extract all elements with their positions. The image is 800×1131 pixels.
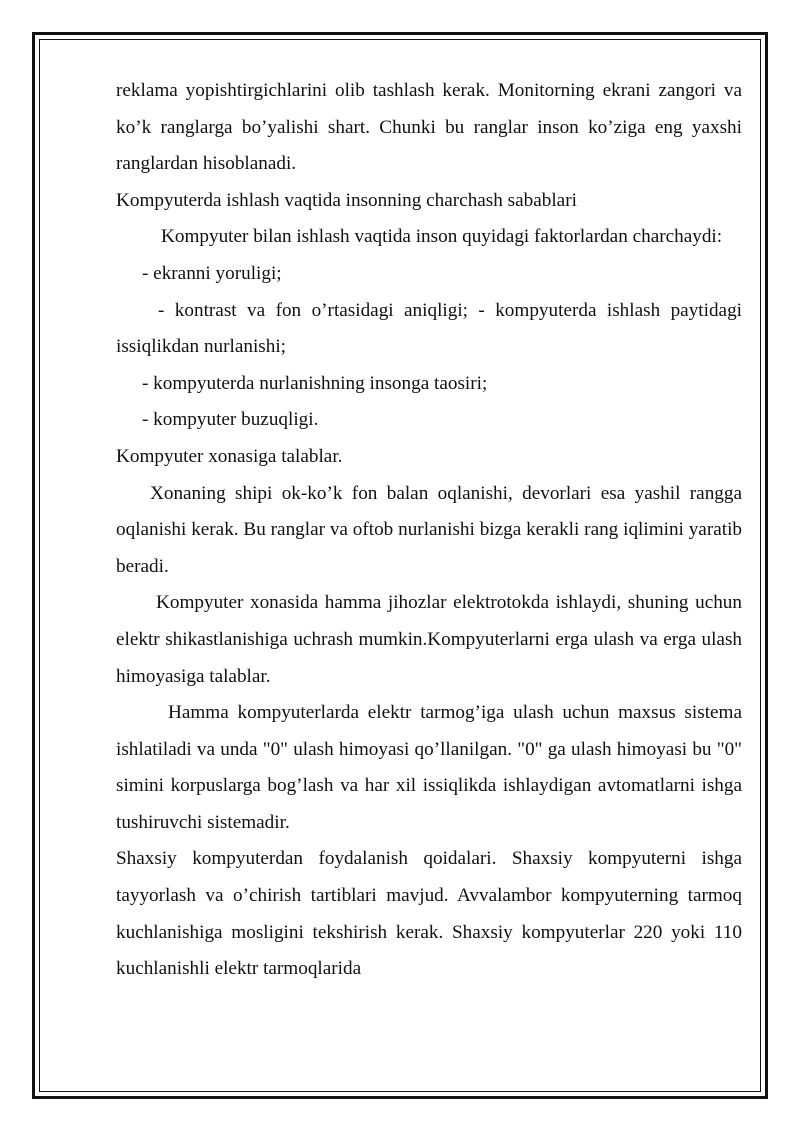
paragraph-room-colors: Xonaning shipi ok-ko’k fon balan oqlanishi, devorlari esa yashil rangga oqlanishi kerak. Bu ranglar va oftob nurlanishi bizga kerakli rang iqlimini yaratib beradi. (116, 482, 742, 577)
paragraph-electrical-safety: Kompyuter xonasida hamma jihozlar elektrotokda ishlaydi, shuning uchun elektr shikastlanishiga uchrash mumkin.Kompyuterlarni erga ulash va erga ulash himoyasiga talablar. (116, 592, 742, 687)
list-item-radiation-effect: - kompyuterda nurlanishning insonga taosiri; (142, 372, 488, 394)
paragraph-fatigue-intro: Kompyuter bilan ishlash vaqtida inson quyidagi faktorlardan charchaydi: (161, 226, 723, 248)
list-item-contrast-radiation: - kontrast va fon o’rtasidagi aniqligi; - kompyuterda ishlash paytidagi issiqlikdan nurlanishi; (116, 299, 742, 358)
heading-fatigue-causes: Kompyuterda ishlash vaqtida insonning charchash sabablari (116, 189, 577, 211)
list-item-computer-fault: - kompyuter buzuqligi. (142, 409, 319, 431)
list-item-screen-brightness: - ekranni yoruligi; (142, 262, 282, 284)
document-body (116, 73, 742, 988)
heading-room-requirements: Kompyuter xonasiga talablar. (116, 445, 343, 467)
paragraph-monitor-colors: reklama yopishtirgichlarini olib tashlash kerak. Monitorning ekrani zangori va ko’k ranglarga bo’yalishi shart. Chunki bu ranglar inson ko’ziga eng yaxshi ranglardan hisoblanadi. (116, 80, 742, 175)
paragraph-grounding: Hamma kompyuterlarda elektr tarmog’iga ulash uchun maxsus sistema ishlatiladi va unda "0" ulash himoyasi qo’llanilgan. "0" ga ulash himoyasi bu "0" simini korpuslarga bog’lash va har xil issiqlikda ishlaydigan avtomatlarni ishga tushiruvchi sistemadir. (116, 702, 742, 833)
paragraph-pc-usage-rules: Shaxsiy kompyuterdan foydalanish qoidalari. Shaxsiy kompyuterni ishga tayyorlash va o’chirish tartiblari mavjud. Avvalambor kompyuterning tarmoq kuchlanishiga mosligini tekshirish kerak. Shaxsiy kompyuterlar 220 yoki 110 kuchlanishli elektr tarmoqlarida (116, 848, 742, 980)
